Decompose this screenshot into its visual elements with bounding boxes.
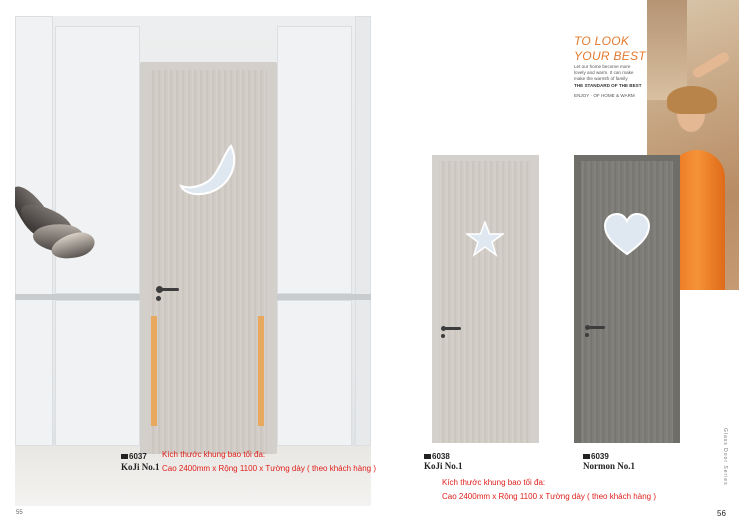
product-model-6038: KoJi No.1 bbox=[424, 461, 463, 471]
contact-line: ENJOY · OF HOME & WARM bbox=[574, 93, 635, 98]
hair bbox=[667, 86, 717, 114]
tagline-line: make the warmth of family bbox=[574, 76, 628, 81]
size-note-detail: Cao 2400mm x Rộng 1100 x Tường dày ( theo khách hàng ) bbox=[162, 464, 376, 473]
series-side-label: Glass Door Series bbox=[722, 428, 728, 486]
tagline-block bbox=[574, 64, 642, 99]
headline bbox=[574, 34, 646, 64]
wall-panel bbox=[277, 300, 352, 446]
door-accent-strip bbox=[151, 316, 157, 426]
page-number-left: 55 bbox=[16, 510, 23, 516]
wall-panel bbox=[55, 300, 140, 446]
size-note-left bbox=[162, 448, 376, 476]
tagline-line: THE STANDARD OF THE BEST bbox=[574, 83, 642, 88]
size-note-detail: Cao 2400mm x Rộng 1100 x Tường dày ( theo khách hàng ) bbox=[442, 492, 656, 501]
tagline-line: Let our home become more bbox=[574, 64, 631, 69]
door-lock-icon bbox=[441, 334, 445, 338]
star-window-icon bbox=[466, 221, 504, 257]
tagline-line: lovely and warm. It can make bbox=[574, 70, 634, 75]
door-lock-icon bbox=[585, 333, 589, 337]
door-handle bbox=[161, 288, 179, 291]
door-6038 bbox=[439, 161, 532, 443]
door-6037 bbox=[149, 70, 267, 454]
heart-window-icon bbox=[603, 212, 651, 256]
door-accent-strip bbox=[258, 316, 264, 426]
photo-background bbox=[647, 0, 687, 100]
headline-line-1: TO LOOK bbox=[574, 34, 630, 48]
moon-window-icon bbox=[179, 144, 239, 198]
wall-panel bbox=[277, 26, 352, 294]
door-6039 bbox=[581, 161, 673, 443]
door-lock-icon bbox=[156, 296, 161, 301]
product-code-6037: 6037 bbox=[121, 452, 147, 461]
raised-arm bbox=[691, 51, 731, 80]
wall-panel bbox=[355, 16, 371, 446]
headline-line-2: YOUR BEST bbox=[574, 49, 647, 63]
door-handle bbox=[445, 327, 461, 330]
size-note-title: Kích thước khung bao tối đa: bbox=[442, 478, 546, 487]
product-code-6039: 6039 bbox=[583, 452, 609, 461]
room-scene-photo bbox=[15, 16, 371, 506]
size-note-right bbox=[442, 476, 656, 504]
product-model-6039: Normon No.1 bbox=[583, 461, 635, 471]
size-note-title: Kích thước khung bao tối đa: bbox=[162, 450, 266, 459]
product-model-6037: KoJi No.1 bbox=[121, 462, 160, 472]
page-number-right: 56 bbox=[717, 509, 726, 518]
door-handle bbox=[589, 326, 605, 329]
product-code-6038: 6038 bbox=[424, 452, 450, 461]
